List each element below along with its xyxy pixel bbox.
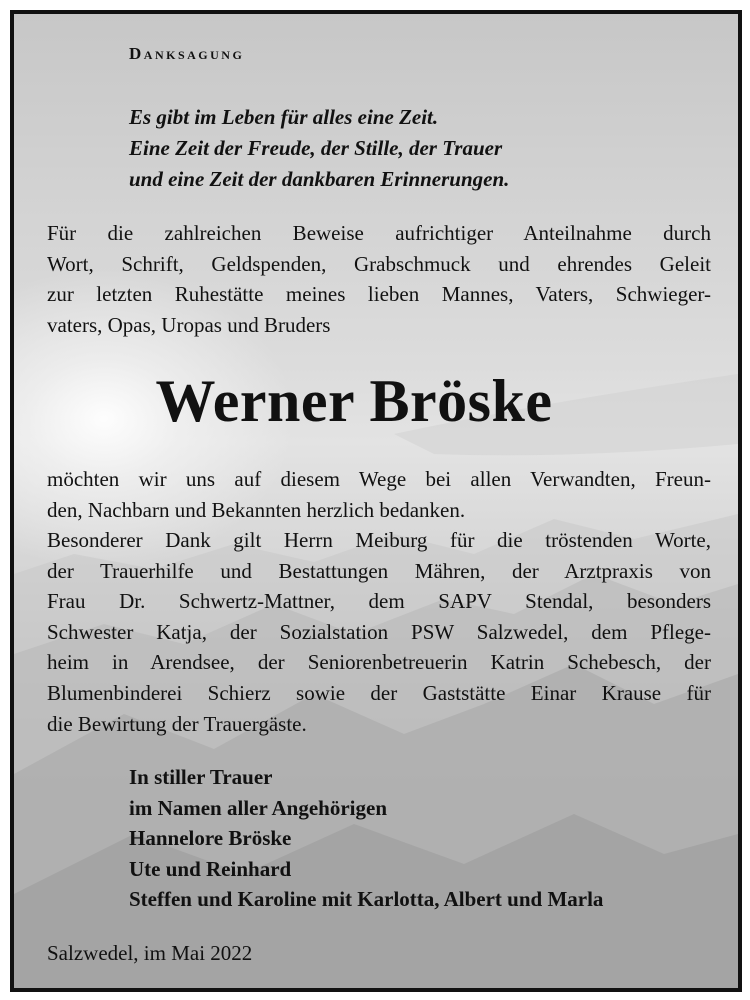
special-thanks-line: die Bewirtung der Trauergäste. (47, 711, 307, 736)
special-thanks-line: heim in Arendsee, der Seniorenbetreuerin Katrin Schebesch, der (47, 650, 711, 675)
intro-line: vaters, Opas, Uropas und Bruders (47, 312, 331, 337)
notice-content (14, 14, 738, 988)
poem-line: Eine Zeit der Freude, der Stille, der Trauer (129, 136, 503, 160)
intro-paragraph (47, 218, 711, 340)
notice-heading: Danksagung (129, 44, 245, 63)
special-thanks-line: Blumenbinderei Schierz sowie der Gaststätte Einar Krause für (47, 680, 711, 705)
special-thanks-line: Frau Dr. Schwertz-Mattner, dem SAPV Stendal, besonders (47, 589, 711, 614)
signature-line: In stiller Trauer (129, 765, 273, 789)
special-thanks-line: Besonderer Dank gilt Herrn Meiburg für die tröstenden Worte, (47, 528, 711, 552)
special-thanks-line: der Trauerhilfe und Bestattungen Mähren, der Arztpraxis von (47, 558, 711, 583)
signature-line: Hannelore Bröske (129, 826, 292, 850)
notice-frame (10, 10, 742, 992)
special-thanks-line: Schwester Katja, der Sozialstation PSW Salzwedel, dem Pflege- (47, 619, 711, 644)
signature-line: Ute und Reinhard (129, 856, 292, 881)
thanks-line: möchten wir uns auf diesem Wege bei allen Verwandten, Freun- (47, 467, 711, 491)
poem-line: und eine Zeit der dankbaren Erinnerungen. (129, 167, 510, 191)
intro-line: zur letzten Ruhestätte meines lieben Mannes, Vaters, Schwieger- (47, 282, 711, 307)
place-date: Salzwedel, im Mai 2022 (47, 941, 253, 965)
intro-line: Wort, Schrift, Geldspenden, Grabschmuck und ehrendes Geleit (47, 251, 711, 276)
thanks-line: den, Nachbarn und Bekannten herzlich bedanken. (47, 497, 466, 522)
signature-line: Steffen und Karoline mit Karlotta, Albert und Marla (129, 887, 604, 911)
thanks-paragraph (47, 464, 711, 525)
poem-verse (129, 102, 689, 195)
signature-line: im Namen aller Angehörigen (129, 795, 388, 820)
special-thanks-paragraph (47, 525, 711, 739)
poem-line: Es gibt im Leben für alles eine Zeit. (129, 105, 439, 129)
intro-line: Für die zahlreichen Beweise aufrichtiger Anteilnahme durch (47, 221, 711, 245)
signature-block (129, 762, 729, 915)
deceased-name: Werner Bröske (155, 368, 553, 434)
